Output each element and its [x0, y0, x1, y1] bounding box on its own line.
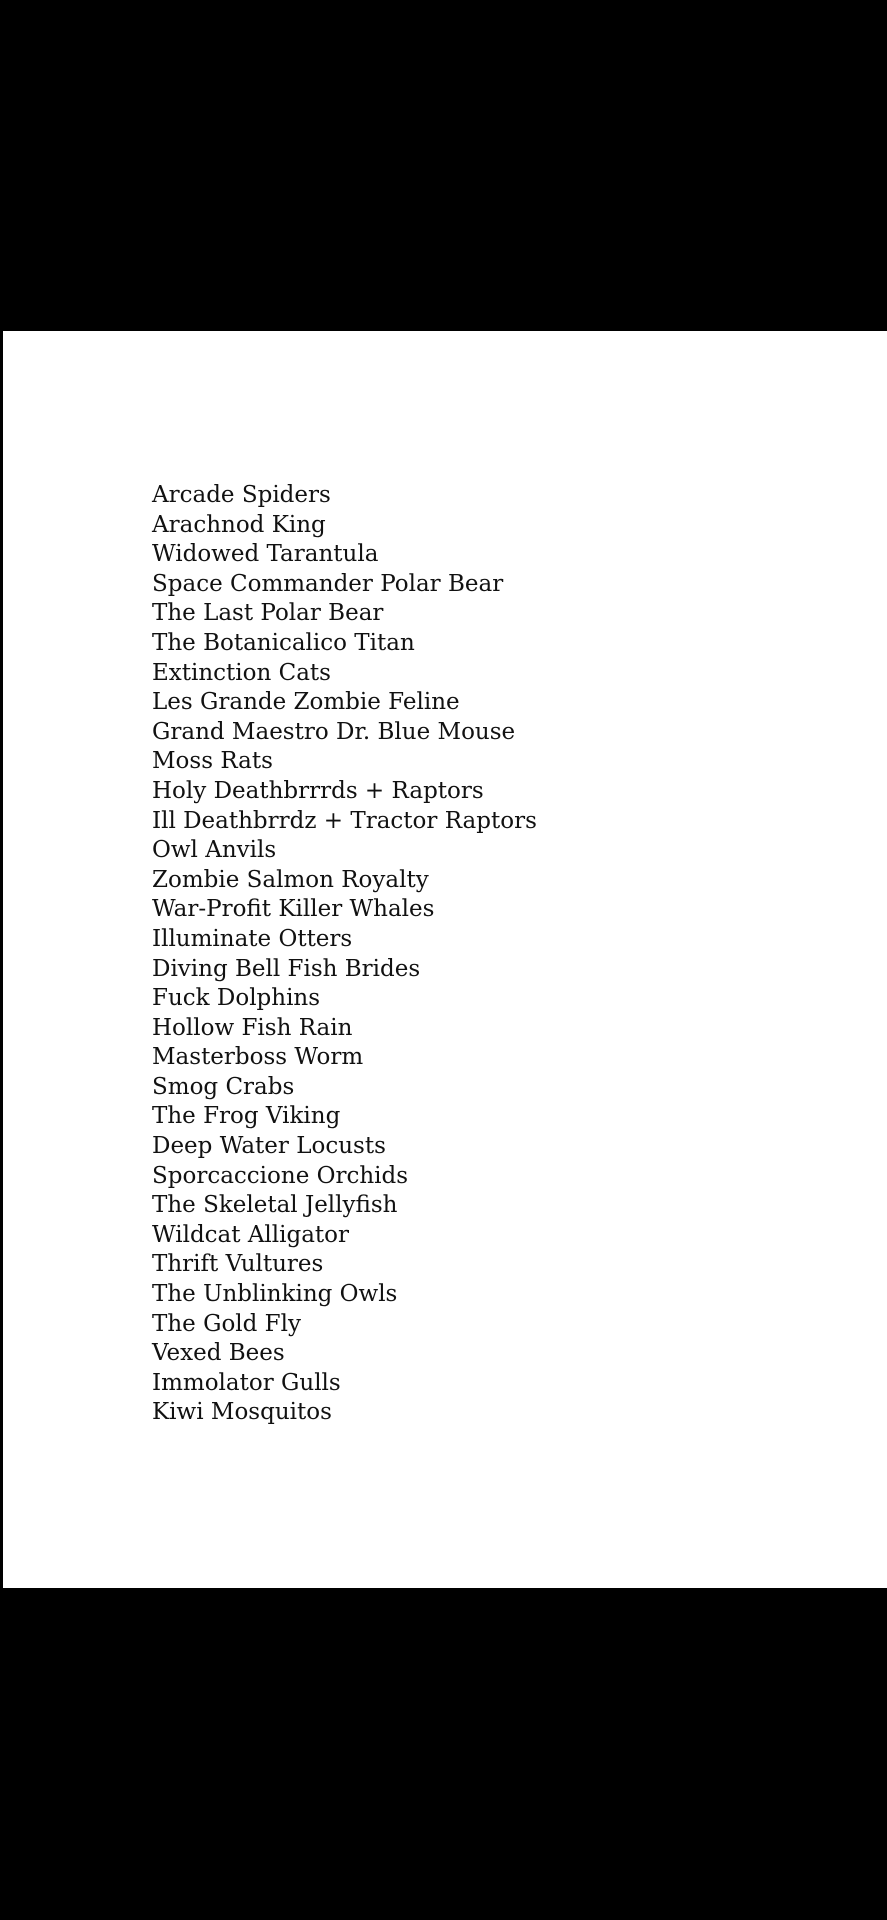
- list-item: The Skeletal Jellyfish: [152, 1192, 398, 1219]
- list-item: The Gold Fly: [152, 1310, 301, 1337]
- list-item: Arcade Spiders: [152, 482, 331, 508]
- list-item: Immolator Gulls: [152, 1369, 341, 1396]
- list-item: Hollow Fish Rain: [152, 1014, 353, 1041]
- list-item: Kiwi Mosquitos: [152, 1399, 332, 1426]
- list-item: Fuck Dolphins: [152, 985, 321, 1012]
- list-item: Thrift Vultures: [152, 1251, 324, 1278]
- list-item: The Botanicalico Titan: [152, 629, 415, 656]
- list-item: Diving Bell Fish Brides: [152, 955, 421, 982]
- list-item: Illuminate Otters: [152, 925, 353, 952]
- list-item: Wildcat Alligator: [152, 1221, 350, 1248]
- list-item: The Unblinking Owls: [152, 1281, 398, 1308]
- bottom-letterbox-bar: [0, 1588, 887, 1920]
- list-item: Extinction Cats: [152, 659, 331, 686]
- list-item: Widowed Tarantula: [152, 541, 379, 568]
- list-item: Vexed Bees: [152, 1340, 285, 1367]
- list-item: Holy Deathbrrrds + Raptors: [152, 777, 484, 804]
- list-item: Masterboss Worm: [152, 1044, 364, 1071]
- list-item: Space Commander Polar Bear: [152, 570, 504, 597]
- list-item: War-Profit Killer Whales: [152, 896, 435, 923]
- list-item: Les Grande Zombie Feline: [152, 689, 460, 716]
- list-item: The Last Polar Bear: [152, 600, 384, 627]
- document-page[interactable]: [3, 331, 887, 1588]
- list-item: The Frog Viking: [152, 1103, 341, 1130]
- top-letterbox-bar: [0, 0, 887, 331]
- list-item: Arachnod King: [152, 511, 326, 538]
- name-list: [152, 481, 537, 1428]
- list-item: Sporcaccione Orchids: [152, 1162, 409, 1189]
- list-item: Ill Deathbrrdz + Tractor Raptors: [152, 807, 537, 834]
- list-item: Smog Crabs: [152, 1073, 295, 1100]
- list-item: Moss Rats: [152, 748, 273, 775]
- list-item: Owl Anvils: [152, 837, 277, 864]
- list-item: Deep Water Locusts: [152, 1133, 386, 1160]
- list-item: Zombie Salmon Royalty: [152, 866, 429, 893]
- list-item: Grand Maestro Dr. Blue Mouse: [152, 718, 516, 745]
